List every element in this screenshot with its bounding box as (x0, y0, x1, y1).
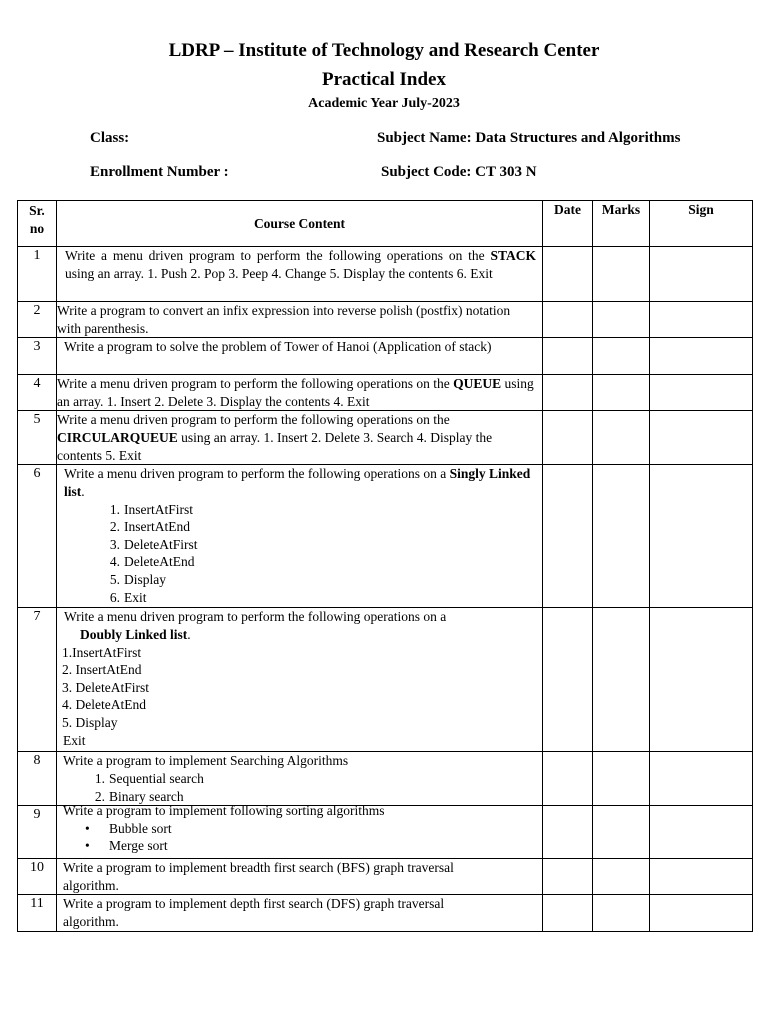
sign-cell (650, 411, 753, 465)
marks-cell (593, 895, 650, 932)
subject-name: Subject Name: Data Structures and Algorithms (377, 130, 681, 146)
marks-cell (593, 806, 650, 859)
sign-cell (650, 375, 753, 411)
list-item: 1.InsertAtFirst (62, 644, 142, 660)
class-label: Class: (90, 130, 130, 146)
list-item: 1. InsertAtFirst (109, 501, 193, 517)
course-content: Write a menu driven program to perform the following operations on a Doubly Linked list. 1.InsertAtFirst 2. InsertAtEnd 3. DeleteAtFirst 4. DeleteAtEnd 5. Display Exit (57, 608, 543, 752)
sign-cell (650, 465, 753, 608)
course-content: Write a menu driven program to perform the following operations on the STACK using an array. 1. Push 2. Pop 3. Peep 4. Change 5. Display the contents 6. Exit (57, 247, 543, 302)
marks-cell (593, 338, 650, 375)
sr-no: 10 (18, 859, 57, 895)
table-row (18, 302, 753, 338)
date-cell (543, 375, 593, 411)
sr-no: 8 (18, 752, 57, 806)
header-marks: Marks (593, 201, 650, 247)
table-row (18, 608, 753, 752)
list-item: • Bubble sort (63, 820, 536, 838)
header-sr-no: Sr. no (18, 201, 57, 247)
date-cell (543, 806, 593, 859)
sign-cell (650, 302, 753, 338)
date-cell (543, 302, 593, 338)
sign-cell (650, 338, 753, 375)
table-row (18, 752, 753, 806)
list-item: 2. InsertAtEnd (62, 662, 142, 678)
table-row (18, 247, 753, 302)
marks-cell (593, 465, 650, 608)
marks-cell (593, 411, 650, 465)
header-sign: Sign (650, 201, 753, 247)
sr-no: 5 (18, 411, 57, 465)
list-item: 2. InsertAtEnd (109, 519, 190, 535)
table-row (18, 465, 753, 608)
subject-code: Subject Code: CT 303 N (381, 164, 537, 180)
marks-cell (593, 608, 650, 752)
date-cell (543, 465, 593, 608)
table-row (18, 338, 753, 375)
date-cell (543, 859, 593, 895)
sr-no: 3 (18, 338, 57, 375)
list-item: Exit (63, 732, 86, 748)
sign-cell (650, 895, 753, 932)
sr-no: 6 (18, 465, 57, 608)
sr-no: 7 (18, 608, 57, 752)
table-row (18, 411, 753, 465)
marks-cell (593, 859, 650, 895)
date-cell (543, 411, 593, 465)
list-item: 5. Display (62, 714, 118, 730)
sign-cell (650, 247, 753, 302)
academic-year: Academic Year July-2023 (308, 96, 460, 111)
date-cell (543, 338, 593, 375)
course-content: Write a program to implement breadth first search (BFS) graph traversal algorithm. (57, 859, 543, 895)
course-content: Write a menu driven program to perform the following operations on a Singly Linked list. 1. InsertAtFirst 2. InsertAtEnd 3. DeleteAtFirst 4. DeleteAtEnd 5. Display 6. Exit (57, 465, 543, 608)
list-item: 3. DeleteAtFirst (62, 679, 149, 695)
sign-cell (650, 859, 753, 895)
date-cell (543, 752, 593, 806)
course-content: Write a program to convert an infix expression into reverse polish (postfix) notation with parenthesis. (57, 302, 543, 338)
date-cell (543, 895, 593, 932)
sr-no: 11 (18, 895, 57, 932)
marks-cell (593, 247, 650, 302)
marks-cell (593, 375, 650, 411)
institute-title: LDRP – Institute of Technology and Research Center (168, 40, 600, 61)
date-cell (543, 608, 593, 752)
header-course-content: Course Content (57, 201, 543, 247)
list-item: 6. Exit (109, 589, 147, 605)
table-row (18, 375, 753, 411)
sr-no: 9 (18, 806, 57, 859)
list-item: 4. DeleteAtEnd (62, 697, 146, 713)
course-content: Write a menu driven program to perform the following operations on the CIRCULARQUEUE using an array. 1. Insert 2. Delete 3. Search 4. Display the contents 5. Exit (57, 411, 543, 465)
marks-cell (593, 752, 650, 806)
list-item: 5. Display (109, 571, 166, 587)
sign-cell (650, 806, 753, 859)
course-content: Write a menu driven program to perform the following operations on the QUEUE using an array. 1. Insert 2. Delete 3. Display the contents 4. Exit (57, 375, 543, 411)
date-cell (543, 247, 593, 302)
page-title: Practical Index (321, 69, 446, 90)
sr-no: 4 (18, 375, 57, 411)
list-item: • Merge sort (63, 837, 536, 855)
sr-no: 2 (18, 302, 57, 338)
sign-cell (650, 752, 753, 806)
table-row (18, 806, 753, 859)
course-content: Write a program to implement following sorting algorithms • Bubble sort • Merge sort (57, 806, 543, 859)
list-item: 4. DeleteAtEnd (109, 554, 195, 570)
header-date: Date (543, 201, 593, 247)
course-content: Write a program to implement Searching Algorithms 1. Sequential search 2. Binary search (57, 752, 543, 806)
table-header-row (18, 201, 753, 247)
marks-cell (593, 302, 650, 338)
table-row (18, 859, 753, 895)
list-item: 1. Sequential search (94, 770, 204, 786)
sign-cell (650, 608, 753, 752)
course-content: Write a program to solve the problem of Tower of Hanoi (Application of stack) (57, 338, 543, 375)
table-row (18, 895, 753, 932)
list-item: 2. Binary search (94, 788, 184, 804)
enrollment-label: Enrollment Number : (90, 164, 229, 180)
practical-index-table (17, 200, 753, 932)
list-item: 3. DeleteAtFirst (109, 536, 198, 552)
course-content: Write a program to implement depth first search (DFS) graph traversal algorithm. (57, 895, 543, 932)
sr-no: 1 (18, 247, 57, 302)
